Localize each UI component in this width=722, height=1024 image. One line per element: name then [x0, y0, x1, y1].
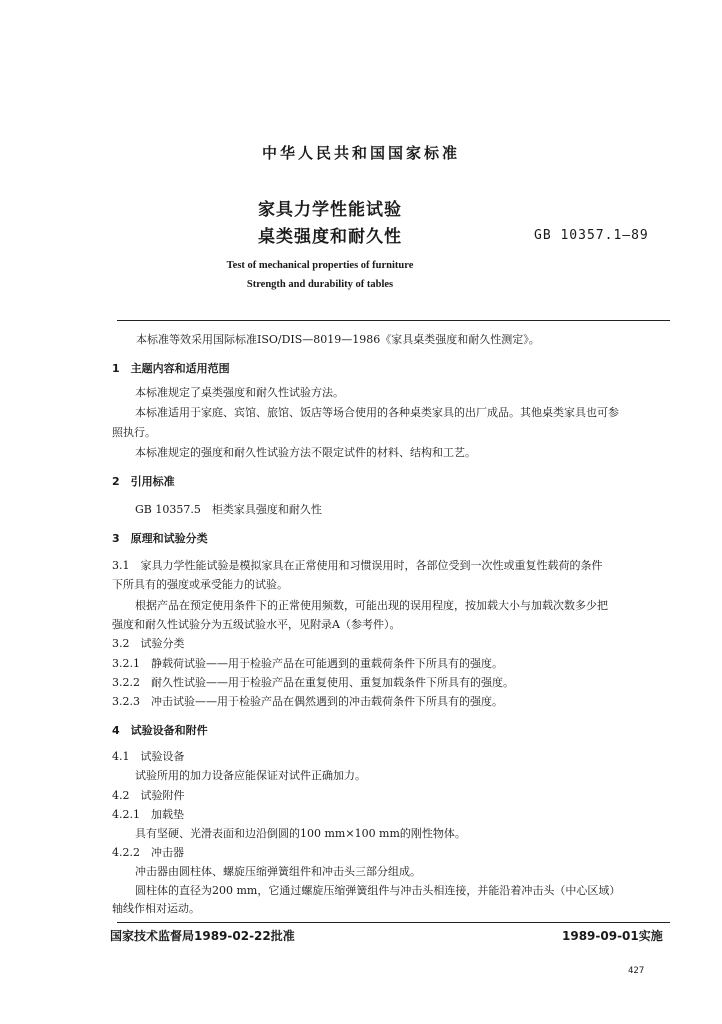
clause-3-2-2: 3.2.2 耐久性试验——用于检验产品在重复使用、重复加载条件下所具有的强度。	[112, 676, 514, 689]
page-number: 427	[628, 966, 645, 976]
clause-3-2-1: 3.2.1 静载荷试验——用于检验产品在可能遇到的重载荷条件下所具有的强度。	[112, 657, 503, 670]
clause-4-2-2-text-2b: 轴线作相对运动。	[112, 902, 200, 915]
clause-3-1-paragraph-line1: 根据产品在预定使用条件下的正常使用频数，可能出现的误用程度，按加载大小与加载次数多少把	[135, 599, 608, 612]
national-standard-heading: 中华人民共和国国家标准	[261, 144, 460, 162]
clause-4-2-2-text-1: 冲击器由圆柱体、螺旋压缩弹簧组件和冲击头三部分组成。	[135, 865, 421, 878]
clause-4-1: 4.1 试验设备	[112, 750, 185, 763]
section-3-heading: 3 原理和试验分类	[112, 532, 208, 545]
section-2-heading: 2 引用标准	[112, 475, 175, 488]
intro-paragraph: 本标准等效采用国际标准ISO/DIS—8019—1986《家具桌类强度和耐久性测定》。	[136, 333, 540, 346]
document-title-line1: 家具力学性能试验	[258, 200, 402, 220]
clause-4-2: 4.2 试验附件	[112, 789, 185, 802]
clause-4-1-text: 试验所用的加力设备应能保证对试件正确加力。	[135, 769, 366, 782]
clause-3-1-line1: 3.1 家具力学性能试验是模拟家具在正常使用和习惯误用时，各部位受到一次性或重复性载荷的条件	[112, 559, 603, 572]
clause-3-2-3: 3.2.3 冲击试验——用于检验产品在偶然遇到的冲击载荷条件下所具有的强度。	[112, 695, 503, 708]
clause-4-2-1-text: 具有坚硬、光滑表面和边沿倒圆的100 mm×100 mm的刚性物体。	[135, 827, 466, 840]
clause-4-2-2-text-2a: 圆柱体的直径为200 mm，它通过螺旋压缩弹簧组件与冲击头相连接，并能沿着冲击头（中心区域）	[135, 884, 621, 897]
standard-code: GB 10357.1—89	[534, 228, 649, 243]
english-title-line1: Test of mechanical properties of furniture	[226, 260, 414, 271]
clause-3-1-paragraph-line2: 强度和耐久性试验分为五级试验水平，见附录A（参考件）。	[112, 618, 401, 631]
document-title-line2: 桌类强度和耐久性	[258, 227, 402, 247]
clause-3-2: 3.2 试验分类	[112, 637, 185, 650]
implementation-date: 1989-09-01实施	[562, 929, 663, 943]
clause-3-1-line2: 下所具有的强度或承受能力的试验。	[112, 578, 288, 591]
section-1-paragraph-2b: 照执行。	[112, 426, 156, 439]
section-1-paragraph-3: 本标准规定的强度和耐久性试验方法不限定试件的材料、结构和工艺。	[135, 446, 476, 459]
section-1-paragraph-2a: 本标准适用于家庭、宾馆、旅馆、饭店等场合使用的各种桌类家具的出厂成品。其他桌类家具也可参	[135, 406, 619, 419]
section-1-paragraph-1: 本标准规定了桌类强度和耐久性试验方法。	[135, 386, 344, 399]
referenced-standard: GB 10357.5 柜类家具强度和耐久性	[135, 503, 322, 516]
section-1-heading: 1 主题内容和适用范围	[112, 362, 230, 375]
footer-divider	[117, 922, 670, 923]
clause-4-2-1: 4.2.1 加载垫	[112, 808, 184, 821]
section-4-heading: 4 试验设备和附件	[112, 724, 208, 737]
clause-4-2-2: 4.2.2 冲击器	[112, 846, 184, 859]
english-title-line2: Strength and durability of tables	[246, 279, 394, 290]
header-divider	[117, 320, 670, 321]
approval-date: 国家技术监督局1989-02-22批准	[110, 929, 295, 943]
